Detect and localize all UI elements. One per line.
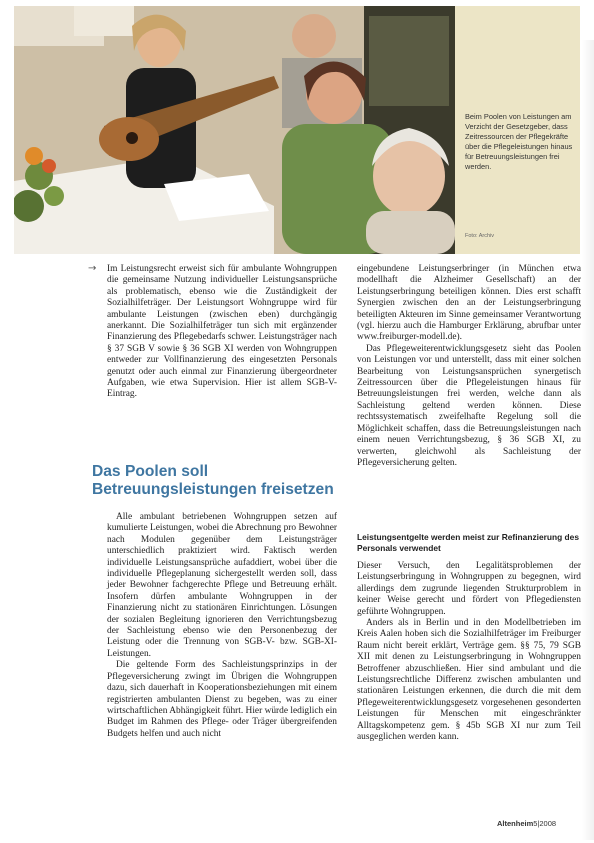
page-edge-shadow <box>582 40 594 840</box>
paragraph: Die geltende Form des Sachleistungsprinzips in der Pflegeversicherung zwingt im Übrigen die Wohngruppen dazu, sich dauerhaft in Kooperationsbeziehungen mit einem registrierten ambulanten Dienst zu begeben, was zu einer wirtschaftlichen Abhängigkeit führt. Hier würde lediglich ein Budget im Rahmen des Pflege- oder Träger übergreifenden Budgets helfen und auch nicht <box>107 660 337 739</box>
photo-caption: Beim Poolen von Leistungen am Verzicht der Gesetzgeber, dass Zeitressourcen der Pflegekräfte über die Pflegeleistungen hinaus für Betreuungsleistungen frei werden. <box>465 112 573 171</box>
paragraph: eingebundene Leistungserbringer (in München etwa modellhaft die Alzheimer Gesellschaft) an der Leistungserbringung beteiligen können. Dies erst schafft Synergien zwischen den an der Leistungserbringung beteiligten Akteuren im Sinne gemeinsamer Verantwortung (vgl. hierzu auch die Hamburger Erklärung, abrufbar unter www.freiburger-modell.de). <box>357 264 581 343</box>
section-heading: Das Poolen soll Betreuungsleistungen freisetzen <box>92 463 334 498</box>
column-1-bottom <box>107 512 337 740</box>
photo-credit: Foto: Archiv <box>465 233 495 239</box>
paragraph: Im Leistungsrecht erweist sich für ambulante Wohngruppen die gemeinsame Nutzung individueller Leistungsansprüche als problematisch, ebenso wie die Zuständigkeit der Sozialhilfeträger. Der Leistungsort Wohngruppe wird für ambulante Leistungen (zwischen eben) durchgängig anerkannt. Die Sozialhilfeträger tun sich mit ergänzender Finanzierung des Pflegebedarfs schwer. Leistungsträger nach § 37 SGB V sowie § 36 SGB XI werden von Wohngruppen entweder zur Vollfinanzierung des eingesetzten Personals genutzt oder auch einmal zur Finanzierung übergeordneter Aufgaben, wie etwa Supervision. Hier ist allem SGB-V-Eintrag. <box>107 264 337 400</box>
subheading: Leistungsentgelte werden meist zur Refinanzierung des Personals verwendet <box>357 532 579 553</box>
paragraph: Anders als in Berlin und in den Modellbetrieben im Kreis Aalen hoben sich die Sozialhilfeträger im Freiburger Raum nicht bereit erklärt, Verträge gem. §§ 75, 79 SGB XII mit denen zu Leistungserbringung in Wohngruppen Betroffener abzuschließen. Hier sind ambulant und die Leistungsrechtliche Differenz zwischen ambulanten und stationären Leistungen erkennen, die durch die mit dem Pflegeweiterentwicklungsgesetz vorgesehenen gesonderten Leistungen für Menschen mit eingeschränkter Alltagskompetenz gem. § 45b SGB XI nur zum Teil ausgeglichen werden kann. <box>357 618 581 743</box>
column-2-bottom <box>357 561 581 744</box>
issue-number: 5|2008 <box>533 819 557 828</box>
page-footer <box>497 819 556 828</box>
column-1-top <box>107 264 337 401</box>
paragraph: Alle ambulant betriebenen Wohngruppen setzen auf kumulierte Leistungen, wobei die Abrechnung pro Bewohner nach Modulen gegenüber dem Leistungsträger unterschiedlich praktiziert wird. Faktisch werden individuelle Leistungsansprüche aufaddiert, wobei über die individuelle Pflegeplanung sichergestellt werden soll, dass jeder Bewohner fachgerechte Pflege und Betreuung erhält. Insofern dürfen ambulante Wohngruppen in der Finanzierung nicht zu stationären Einrichtungen. Lösungen der sozialen Begleitung ignorieren den Verrichtungsbezug der Sachleistung ebenso wie den Personenbezug der Leistung oder die Trennung von SGB-V- bzw. SGB-XI-Leistungen. <box>107 512 337 659</box>
paragraph: Dieser Versuch, den Legalitätsproblemen der Leistungserbringung in Wohngruppen zu begegnen, wird allerdings dem zugrunde liegenden Strukturproblem in keiner Weise gerecht und fördert von Pflegediensten geführte Wohngruppen. <box>357 561 581 617</box>
arrow-right-icon: → <box>88 263 97 274</box>
article-photo <box>14 6 455 254</box>
photo-illustration <box>14 6 455 254</box>
magazine-name: Altenheim <box>497 819 534 828</box>
column-2-top <box>357 264 581 469</box>
paragraph: Das Pflegeweiterentwicklungsgesetz sieht das Poolen von Leistungen vor und unterstellt, dass mit einer solchen Bearbeitung von Leistungsansprüchen synergetisch Zeitressourcen über die Pflegeleistungen hinaus für Betreuungsleistungen frei werden, welche dann als Sachleistung geltend werden können. Diese rechtssystematisch zweifelhafte Regelung soll die Möglichkeit schaffen, dass die Betreuungsleistungen nach einem neuen Verrichtungsbezug, § 36 SGB XI, zu verwerten, gleichwohl als Sachleistung der Pflegeversicherung gelten. <box>357 343 581 468</box>
